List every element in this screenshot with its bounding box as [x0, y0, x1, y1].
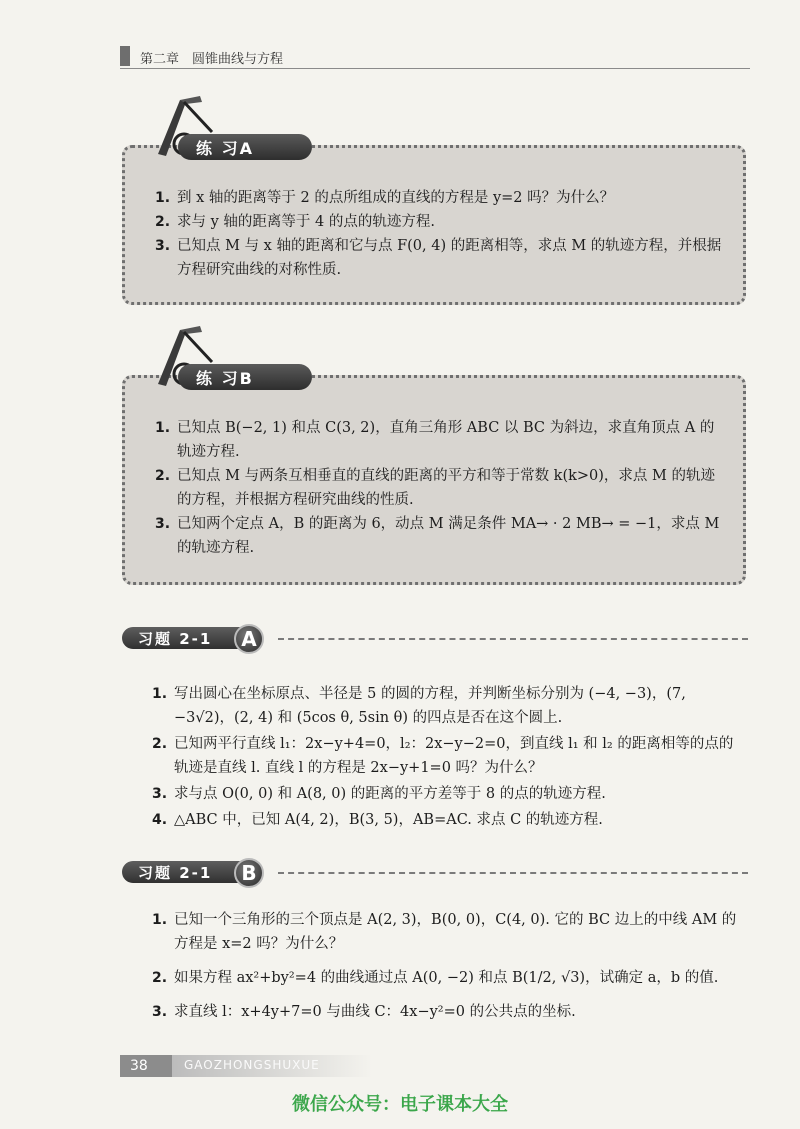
chapter-title: 第二章 圆锥曲线与方程	[140, 52, 284, 67]
homework-b-level: B	[234, 858, 264, 888]
homework-b-item: 2. 如果方程 ax²+by²=4 的曲线通过点 A(0, −2) 和点 B(1/2, √3)，试确定 a，b 的值.	[152, 970, 719, 986]
homework-a-level: A	[234, 624, 264, 654]
exercise-b-item: 1. 已知点 B(−2, 1) 和点 C(3, 2)，直角三角形 ABC 以 BC 为斜边，求直角顶点 A 的轨迹方程.	[155, 420, 715, 460]
homework-a-item: 1. 写出圆心在坐标原点、半径是 5 的圆的方程，并判断坐标分别为 (−4, −3)，(7, −3√2)，(2, 4) 和 (5cos θ, 5sin θ) 的四点是否在这个圆上.	[152, 686, 686, 726]
exercise-b-box	[122, 375, 746, 585]
homework-a-badge	[122, 624, 270, 652]
homework-a-item: 2. 已知两平行直线 l₁：2x−y+4=0，l₂：2x−y−2=0，到直线 l₁ 和 l₂ 的距离相等的点的轨迹是直线 l. 直线 l 的方程是 2x−y+1=0 吗？为什么？	[152, 736, 734, 776]
homework-b-list	[152, 908, 742, 1026]
chapter-header	[120, 44, 750, 69]
exercise-a-item: 3. 已知点 M 与 x 轴的距离和它与点 F(0, 4) 的距离相等，求点 M 的轨迹方程，并根据方程研究曲线的对称性质.	[155, 238, 722, 278]
homework-b-item: 3. 求直线 l：x+4y+7=0 与曲线 C：4x−y²=0 的公共点的坐标.	[152, 1004, 576, 1020]
homework-a-label: 习题 2-1	[122, 627, 250, 649]
exercise-a-box	[122, 145, 746, 305]
section-divider	[278, 638, 748, 640]
watermark-text: 微信公众号：电子课本大全	[292, 1094, 508, 1115]
exercise-b-label: 练 习B	[178, 364, 312, 390]
header-bar	[120, 46, 130, 66]
homework-b-badge	[122, 858, 270, 886]
homework-b-item: 1. 已知一个三角形的三个顶点是 A(2, 3)，B(0, 0)，C(4, 0). 它的 BC 边上的中线 AM 的方程是 x=2 吗？为什么？	[152, 912, 737, 952]
exercise-a-item: 2. 求与 y 轴的距离等于 4 的点的轨迹方程.	[155, 214, 435, 230]
section-divider	[278, 872, 748, 874]
page-number: 38	[120, 1055, 172, 1077]
homework-a-item: 4. △ABC 中，已知 A(4, 2)，B(3, 5)，AB=AC. 求点 C 的轨迹方程.	[152, 812, 603, 828]
series-name: GAOZHONGSHUXUE	[184, 1058, 320, 1072]
exercise-b-item: 3. 已知两个定点 A，B 的距离为 6，动点 M 满足条件 MA→ · 2 MB→ = −1，求点 M 的轨迹方程.	[155, 516, 720, 556]
homework-a-list	[152, 682, 742, 834]
exercise-b-item: 2. 已知点 M 与两条互相垂直的直线的距离的平方和等于常数 k(k>0)，求点 M 的轨迹的方程，并根据方程研究曲线的性质.	[155, 468, 715, 508]
homework-a-item: 3. 求与点 O(0, 0) 和 A(8, 0) 的距离的平方差等于 8 的点的轨迹方程.	[152, 786, 606, 802]
exercise-a-label: 练 习A	[178, 134, 312, 160]
homework-b-label: 习题 2-1	[122, 861, 250, 883]
exercise-a-item: 1. 到 x 轴的距离等于 2 的点所组成的直线的方程是 y=2 吗？为什么？	[155, 190, 615, 206]
